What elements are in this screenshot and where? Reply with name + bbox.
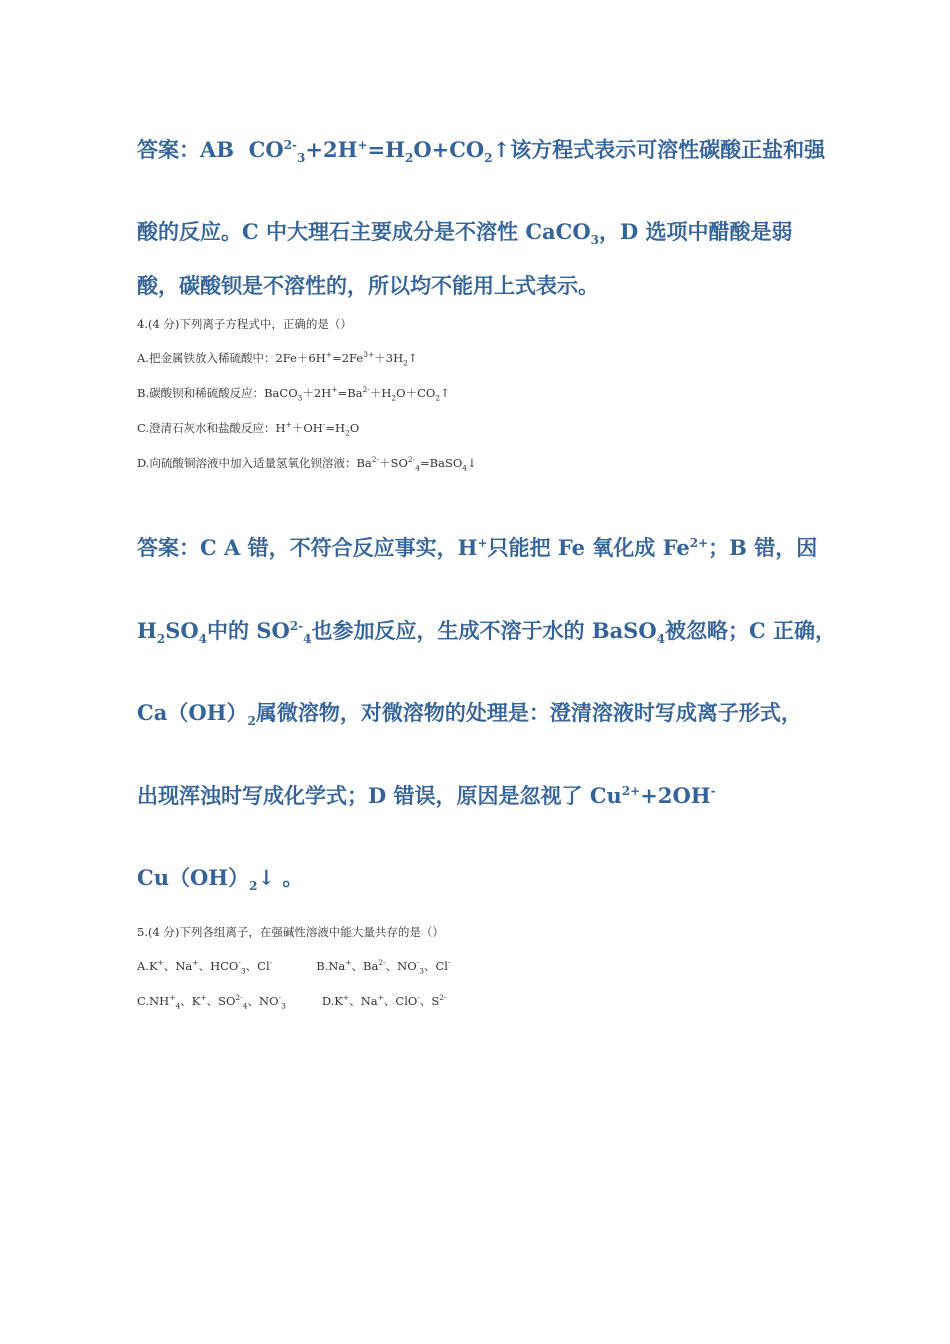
answer-text: 出现浑浊时写成化学式；D 错误，原因是忽视了 Cu	[137, 783, 622, 808]
superscript: -	[447, 958, 451, 968]
q4-option-b	[137, 385, 450, 401]
option-text: 、SO	[206, 994, 236, 1008]
q4-option-d	[137, 455, 477, 471]
answer-text: 中的 SO	[207, 618, 290, 643]
q5-option-d	[322, 994, 447, 1008]
formula-text: +2H	[305, 137, 358, 162]
formula-text: SO	[165, 618, 199, 643]
q5-options-cd	[137, 993, 447, 1009]
option-text: O＋CO	[396, 386, 436, 400]
option-text: 、K	[180, 994, 201, 1008]
superscript: 2-	[289, 619, 304, 633]
formula-text: H	[137, 618, 157, 643]
option-text: A.把金属铁放入稀硫酸中：2Fe＋6H	[137, 351, 326, 365]
option-text: 、Na	[163, 959, 193, 973]
superscript: 3+	[363, 350, 375, 360]
answer-text: 被忽略；C 正确，	[665, 618, 837, 643]
superscript: +	[325, 350, 333, 360]
subscript: 4	[242, 1001, 248, 1011]
answer-text: 酸的反应。C 中大理石主要成分是不溶性 CaCO	[137, 219, 591, 244]
formula-text: Ca（OH）	[137, 700, 248, 725]
option-text: ＋3H	[374, 351, 404, 365]
option-text: =Ba	[337, 386, 363, 400]
answer-text: 属微溶物，对微溶物的处理是：澄清溶液时写成离子形式，	[255, 700, 802, 725]
subscript: 4	[462, 463, 468, 473]
option-text: 、Cl	[423, 959, 448, 973]
superscript: 2-	[235, 993, 243, 1003]
superscript: 2+	[621, 784, 641, 798]
subscript: 2	[435, 393, 441, 403]
answer3-line3	[137, 272, 599, 300]
superscript: 2-	[378, 958, 386, 968]
option-text: 、NO	[385, 959, 417, 973]
answer-text: 答案：AB	[137, 137, 235, 162]
subscript: 2	[247, 714, 256, 729]
gas-arrow-icon: ↑	[440, 386, 450, 400]
answer4-line3	[137, 699, 802, 727]
option-text: 、Cl	[245, 959, 270, 973]
superscript: 2+	[689, 536, 709, 550]
superscript: 2-	[362, 385, 370, 395]
superscript: -	[417, 993, 420, 1003]
superscript: +	[477, 536, 488, 550]
subscript: 4	[175, 1001, 181, 1011]
q5-stem: 5.(4 分)下列各组离子，在强碱性溶液中能大量共存的是（）	[137, 925, 444, 939]
subscript: 2	[249, 879, 258, 894]
answer4-line5	[137, 864, 303, 892]
q5-option-c	[137, 993, 286, 1011]
option-text: 、Na	[349, 994, 378, 1008]
formula-text: O+CO	[413, 137, 485, 162]
formula-text: +2OH	[640, 783, 711, 808]
answer-text: 。	[282, 865, 304, 890]
option-text: C.澄清石灰水和盐酸反应：H	[137, 421, 286, 435]
option-text: 、ClO	[383, 994, 418, 1008]
option-text: 、S	[419, 994, 440, 1008]
subscript: 2	[156, 632, 166, 647]
subscript: 2	[403, 358, 408, 368]
subscript: 2	[391, 393, 397, 403]
q5-option-a	[137, 958, 273, 976]
formula-text: =H	[367, 137, 405, 162]
subscript: 2	[404, 151, 414, 166]
gas-arrow-icon: ↑	[492, 137, 511, 162]
gas-arrow-icon: ↑	[407, 351, 418, 365]
q4-option-a	[137, 350, 418, 366]
superscript: 2-	[439, 993, 447, 1003]
subscript: 2	[484, 151, 493, 166]
option-text: ＋2H	[302, 386, 332, 400]
option-text: =2Fe	[332, 351, 364, 365]
superscript: +	[285, 420, 292, 430]
superscript: +	[331, 385, 338, 395]
option-text: D.K	[321, 994, 343, 1008]
superscript: 2-	[283, 138, 298, 152]
answer-text: ；B 错，因	[708, 535, 818, 560]
formula-text: Cu（OH）	[137, 865, 250, 890]
q4-stem: 4.(4 分)下列离子方程式中，正确的是（）	[137, 317, 352, 331]
superscript: +	[192, 958, 199, 968]
superscript: +	[342, 993, 350, 1003]
option-text: 、NO	[247, 994, 279, 1008]
subscript: 4	[656, 632, 665, 647]
subscript: 2	[345, 428, 350, 438]
answer-text: 只能把 Fe 氧化成 Fe	[487, 535, 690, 560]
option-text: D.向硫酸铜溶液中加入适量氢氧化钡溶液：Ba	[137, 456, 372, 470]
option-text: =BaSO	[420, 456, 463, 470]
answer4-line2	[137, 617, 836, 645]
option-text: 、Ba	[351, 959, 379, 973]
subscript: 3	[590, 233, 600, 248]
option-text: ＋SO	[379, 456, 408, 470]
q4-option-c	[137, 420, 359, 436]
answer-text: 答案：C A 错，不符合反应事实，H	[137, 535, 478, 560]
superscript: +	[357, 138, 368, 152]
option-text: B.碳酸钡和稀硫酸反应：BaCO	[137, 386, 298, 400]
answer3-line2	[137, 218, 793, 246]
superscript: -	[238, 958, 241, 968]
precipitate-arrow-icon: ↓	[467, 456, 477, 470]
subscript: 4	[415, 463, 420, 473]
option-text: ＋H	[369, 386, 392, 400]
superscript: -	[269, 958, 273, 968]
answer-text: 该方程式表示可溶性碳酸正盐和强	[510, 137, 826, 162]
answer3-line1	[137, 136, 825, 164]
option-text: =H	[325, 421, 346, 435]
superscript: -	[278, 993, 282, 1003]
superscript: +	[345, 958, 352, 968]
superscript: -	[322, 420, 326, 430]
answer-text: ，D 选项中醋酸是弱	[599, 219, 793, 244]
option-text: B.Na	[316, 959, 346, 973]
superscript: -	[416, 958, 420, 968]
subscript: 4	[303, 632, 312, 647]
superscript: +	[157, 958, 164, 968]
subscript: 3	[281, 1001, 286, 1011]
answer4-line4	[137, 782, 716, 810]
superscript: 2-	[371, 455, 380, 465]
precipitate-arrow-icon: ↓	[257, 865, 276, 890]
subscript: 3	[240, 966, 246, 976]
option-text: O	[349, 421, 360, 435]
option-text: C.NH	[137, 994, 170, 1008]
q5-option-b	[316, 958, 451, 976]
superscript: -	[710, 784, 716, 798]
answer4-line1	[137, 534, 817, 562]
answer-text: 也参加反应，生成不溶于水的 BaSO	[311, 618, 657, 643]
q5-options-ab	[137, 958, 451, 974]
superscript: +	[169, 993, 176, 1003]
subscript: 3	[297, 151, 306, 166]
answer-text: 酸，碳酸钡是不溶性的，所以均不能用上式表示。	[137, 273, 599, 298]
option-text: A.K	[137, 959, 158, 973]
superscript: +	[200, 993, 207, 1003]
subscript: 3	[419, 966, 424, 976]
superscript: 2-	[407, 455, 416, 465]
superscript: +	[377, 993, 384, 1003]
formula-text: CO	[248, 137, 284, 162]
option-text: ＋OH	[291, 421, 323, 435]
subscript: 4	[198, 632, 208, 647]
subscript: 3	[297, 393, 303, 403]
option-text: 、HCO	[198, 959, 239, 973]
